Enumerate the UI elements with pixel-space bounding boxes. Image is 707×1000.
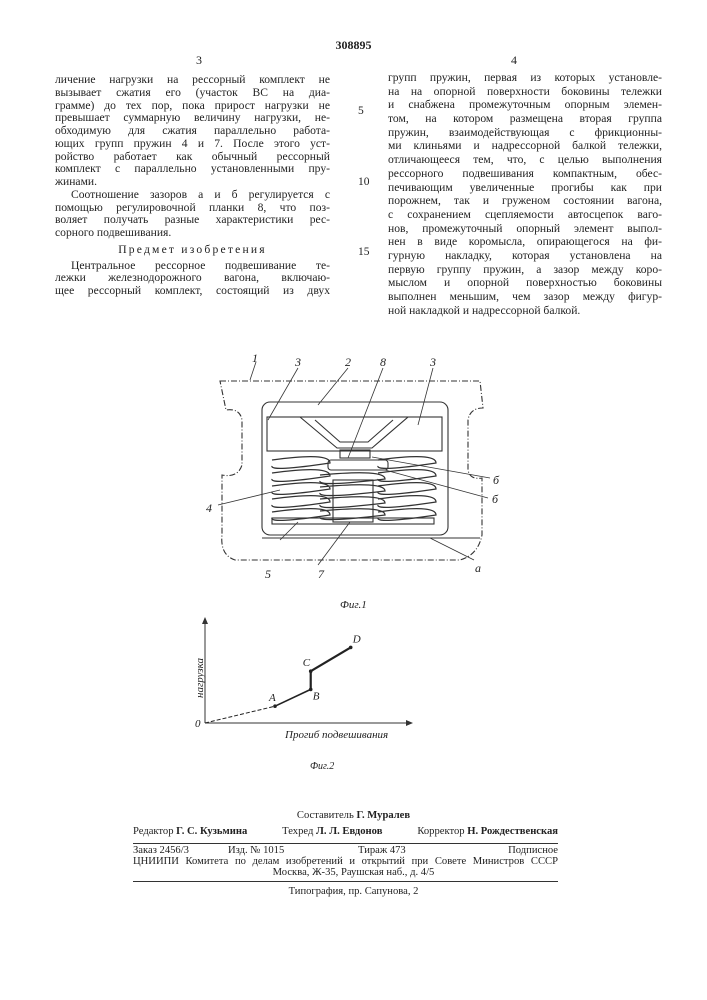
print-run: Тираж 473 <box>358 845 508 856</box>
figure-label-3: 3 <box>429 355 436 369</box>
text-line: превышает суммарную величину нагрузки, не- <box>55 112 330 125</box>
text-line: отличающееся тем, что, с целью выполнения <box>388 153 662 167</box>
figure-label-1: 1 <box>252 351 258 365</box>
spring-coils <box>272 457 436 521</box>
line-number: 15 <box>358 246 370 258</box>
figure-label-3: 3 <box>294 355 301 369</box>
divider <box>133 843 558 844</box>
text-line: вызывает сжатия его (участок BC на диа- <box>55 87 330 100</box>
text-line: ми клиньями и надрессорной балкой тележки, <box>388 139 662 153</box>
figure-label-gap-b: б <box>492 492 499 506</box>
text-line: лежки железнодорожного вагона, включаю- <box>55 272 330 285</box>
corrector: Корректор Н. Рождественская <box>417 826 558 837</box>
text-line: первую группу пружин, а зазор между коро- <box>388 263 662 277</box>
organization: ЦНИИПИ Комитета по делам изобретений и открытий при Совете Министров СССР <box>133 856 558 867</box>
point-label-A: A <box>268 692 276 704</box>
address: Москва, Ж-35, Раушская наб., д. 4/5 <box>0 867 707 878</box>
text-line: на на опорной поверхности боковины тележки <box>388 85 662 99</box>
left-column-number: 3 <box>196 53 202 68</box>
text-line: и снабжена промежуточным опорным элемен- <box>388 98 662 112</box>
text-line: помощью регулировочной планки 8, что поз- <box>55 202 330 215</box>
text-line: групп пружин, первая из которых установле- <box>388 71 662 85</box>
section-heading: Предмет изобретения <box>55 244 330 257</box>
figure-2-load-deflection-chart <box>190 610 430 780</box>
figure-label-gap-b: б <box>493 473 500 487</box>
point-label-B: B <box>313 690 320 702</box>
figure-label-8: 8 <box>380 355 386 369</box>
figure-1-caption: Фиг.1 <box>340 599 367 611</box>
text-line: ройство работает как обычный рессорный <box>55 151 330 164</box>
text-line: выполнен меньшим, чем зазор между фигур- <box>388 290 662 304</box>
text-line: мыслом и опорной поверхностью боковины <box>388 276 662 290</box>
point-label-D: D <box>352 633 361 645</box>
editor: Редактор Г. С. Кузьмина <box>133 826 247 837</box>
curve-segment-C-D <box>311 647 351 671</box>
text-line: с сохранением сцепляемости автосцепок ваго- <box>388 208 662 222</box>
publication-info <box>133 845 558 856</box>
text-line: щее рессорный комплект, состоящий из двух <box>55 285 330 298</box>
left-column-text <box>55 74 330 298</box>
text-line: воляет получать разные характеристики рес- <box>55 214 330 227</box>
text-line: нов, промежуточный опорный элемент выпол- <box>388 222 662 236</box>
point-A <box>273 704 277 708</box>
text-line: рессорного подвешивания компактным, обес- <box>388 167 662 181</box>
figure-label-2: 2 <box>345 355 351 369</box>
editors-line <box>133 826 558 837</box>
divider <box>133 881 558 882</box>
text-line: порожнем, так и груженом состоянии вагона, <box>388 194 662 208</box>
origin-label: 0 <box>195 718 201 730</box>
figure-1-spring-suspension <box>190 350 520 615</box>
text-line: гурную накладку, которая установлена на <box>388 249 662 263</box>
curve-segment-A-B <box>275 689 311 706</box>
text-line: обходимую для сжатия параллельно работа- <box>55 125 330 138</box>
printing-house: Типография, пр. Сапунова, 2 <box>0 886 707 897</box>
point-label-C: C <box>303 657 311 669</box>
text-line: ющих групп пружин 4 и 7. После этого уст- <box>55 138 330 151</box>
figure-label-gap-a: а <box>475 561 481 575</box>
right-column-text <box>388 71 662 317</box>
text-line: грамме) до тех пор, пока прирост нагрузки не <box>55 100 330 113</box>
text-line: сорного подвешивания. <box>55 227 330 240</box>
figure-2-caption: Фиг.2 <box>310 761 334 772</box>
point-D <box>349 646 353 650</box>
y-axis-label: нагрузка <box>194 657 206 698</box>
curve-segment-0-A <box>205 706 275 723</box>
text-line: жинами. <box>55 176 330 189</box>
text-line: комплект с параллельно установленными пру- <box>55 163 330 176</box>
compiler-name: Г. Муралев <box>356 810 410 821</box>
compiler-label: Составитель <box>297 810 354 821</box>
right-column-number: 4 <box>511 53 517 68</box>
compiler-line <box>0 810 707 821</box>
figure-label-5: 5 <box>265 567 271 581</box>
text-line: пружин, взаимодействующая с фрикционны- <box>388 126 662 140</box>
edition-number: Изд. № 1015 <box>228 845 358 856</box>
subscription: Подписное <box>508 845 558 856</box>
order-number: Заказ 2456/3 <box>133 845 228 856</box>
patent-number: 308895 <box>0 38 707 53</box>
text-line: ной накладкой и надрессорной балкой. <box>388 304 662 318</box>
figure-label-4: 4 <box>206 501 212 515</box>
techred: Техред Л. Л. Евдонов <box>282 826 382 837</box>
line-number: 10 <box>358 176 370 188</box>
point-C <box>309 669 313 673</box>
figure-label-7: 7 <box>318 567 325 581</box>
text-line: печивающим увеличенные прогибы как при <box>388 181 662 195</box>
text-line: Центральное рессорное подвешивание те- <box>55 260 330 273</box>
x-axis-label: Прогиб подвешивания <box>284 729 388 741</box>
text-line: Соотношение зазоров а и б регулируется с <box>55 189 330 202</box>
text-line: том, на котором размещена вторая группа <box>388 112 662 126</box>
line-number: 5 <box>358 105 364 117</box>
text-line: личение нагрузки на рессорный комплект не <box>55 74 330 87</box>
text-line: нен в виде коромысла, опирающегося на фи- <box>388 235 662 249</box>
